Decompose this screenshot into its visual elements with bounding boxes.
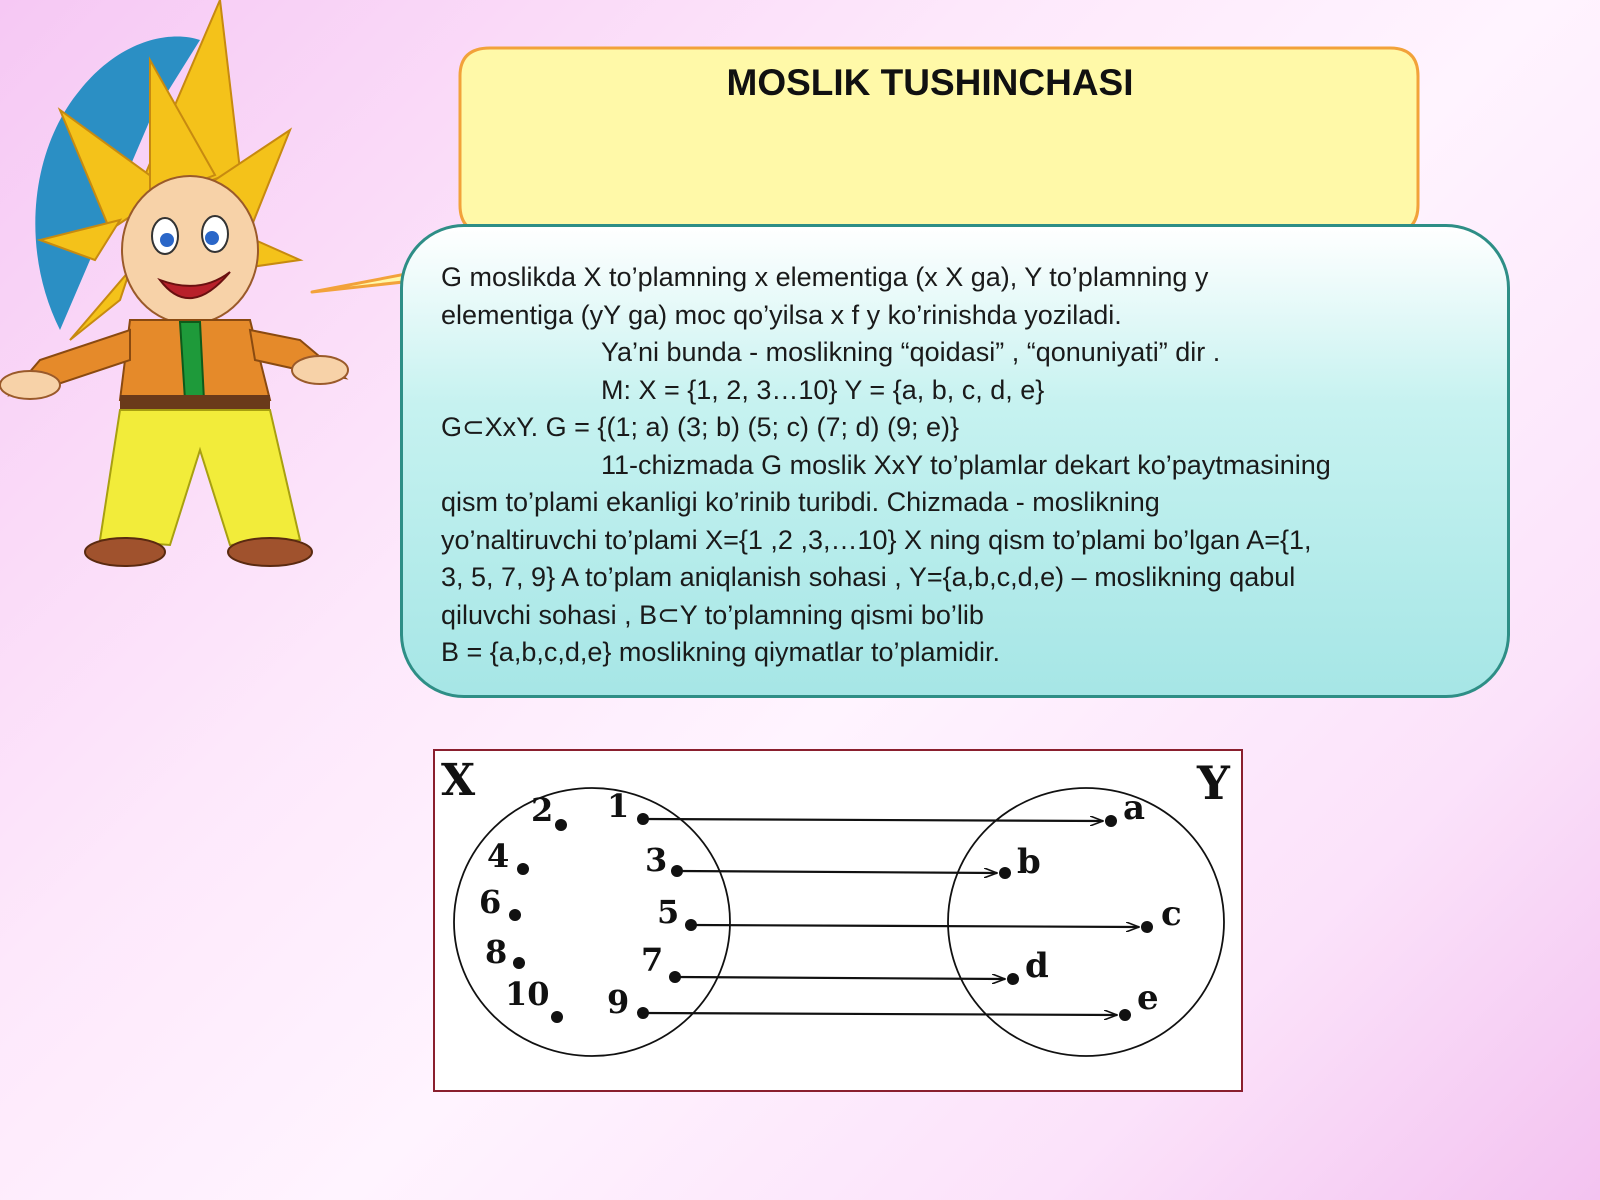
- info-line-10: qiluvchi sohasi , B⊂Y to’plamning qismi bo’lib: [441, 599, 984, 630]
- mapping-arrow-5-c: [691, 925, 1139, 927]
- info-line-5: G⊂XxY. G = {(1; a) (3; b) (5; c) (7; d) (9; e)}: [441, 412, 960, 442]
- y-element-label-b: b: [1017, 842, 1041, 882]
- x-element-dot-6: [509, 909, 521, 921]
- x-element-label-8: 8: [485, 933, 508, 971]
- info-line-8: yo’naltiruvchi to’plami X={1 ,2 ,3,…10} X ning qism to’plami bo’lgan A={1,: [441, 524, 1312, 555]
- info-line-4: M: X = {1, 2, 3…10} Y = {a, b, c, d, e}: [601, 374, 1045, 405]
- x-element-label-10: 10: [505, 975, 550, 1013]
- info-line-9: 3, 5, 7, 9} A to’plam aniqlanish sohasi , Y={a,b,c,d,e) – moslikning qabul: [441, 562, 1296, 592]
- mapping-arrow-1-a: [643, 819, 1103, 821]
- x-element-dot-2: [555, 819, 567, 831]
- x-element-label-3: 3: [645, 841, 668, 879]
- info-line-7: qism to’plami ekanligi ko’rinib turibdi. Chizmada - moslikning: [441, 487, 1160, 517]
- set-x-label: X: [441, 755, 476, 806]
- info-line-3: Ya’ni bunda - moslikning “qoidasi” , “qonuniyati” dir .: [601, 337, 1221, 367]
- x-element-dot-9: [637, 1007, 649, 1019]
- x-element-label-1: 1: [607, 787, 630, 825]
- x-element-dot-10: [551, 1011, 563, 1023]
- x-element-label-7: 7: [641, 941, 664, 979]
- x-element-dot-1: [637, 813, 649, 825]
- set-x-elements: [479, 787, 697, 1023]
- x-element-dot-5: [685, 919, 697, 931]
- x-element-label-4: 4: [487, 837, 510, 875]
- mapping-arrow-9-e: [643, 1013, 1117, 1015]
- mapping-arrow-3-b: [677, 871, 997, 873]
- info-line-2: elementiga (yY ga) moc qo’yilsa x f y ko’rinishda yoziladi.: [441, 299, 1122, 330]
- set-y-label: Y: [1197, 756, 1230, 810]
- y-element-label-e: e: [1137, 978, 1159, 1018]
- x-element-label-2: 2: [531, 791, 554, 829]
- mapping-diagram-svg: [435, 751, 1241, 1090]
- info-line-6: 11-chizmada G moslik XxY to’plamlar dekart ko’paytmasining: [601, 449, 1331, 480]
- y-element-label-c: c: [1161, 894, 1182, 934]
- mapping-arrow-7-d: [675, 977, 1005, 979]
- page-title: MOSLIK TUSHINCHASI: [726, 62, 1134, 103]
- y-element-dot-c: [1141, 921, 1153, 933]
- y-element-dot-b: [999, 867, 1011, 879]
- y-element-dot-a: [1105, 815, 1117, 827]
- info-line-1: G moslikda X to’plamning x elementiga (x X ga), Y to’plamning y: [441, 262, 1209, 292]
- mapping-diagram: [433, 749, 1243, 1092]
- definition-text-box: [400, 224, 1510, 698]
- mapping-arrows: [643, 819, 1139, 1015]
- x-element-label-5: 5: [657, 893, 680, 931]
- y-element-label-d: d: [1025, 946, 1049, 986]
- x-element-dot-3: [671, 865, 683, 877]
- y-element-dot-e: [1119, 1009, 1131, 1021]
- set-y-elements: [999, 788, 1182, 1021]
- x-element-label-9: 9: [607, 983, 630, 1021]
- x-element-label-6: 6: [479, 883, 502, 921]
- x-element-dot-8: [513, 957, 525, 969]
- y-element-label-a: a: [1123, 788, 1146, 828]
- y-element-dot-d: [1007, 973, 1019, 985]
- x-element-dot-7: [669, 971, 681, 983]
- info-line-11: B = {a,b,c,d,e} moslikning qiymatlar to’plamidir.: [441, 637, 1001, 667]
- x-element-dot-4: [517, 863, 529, 875]
